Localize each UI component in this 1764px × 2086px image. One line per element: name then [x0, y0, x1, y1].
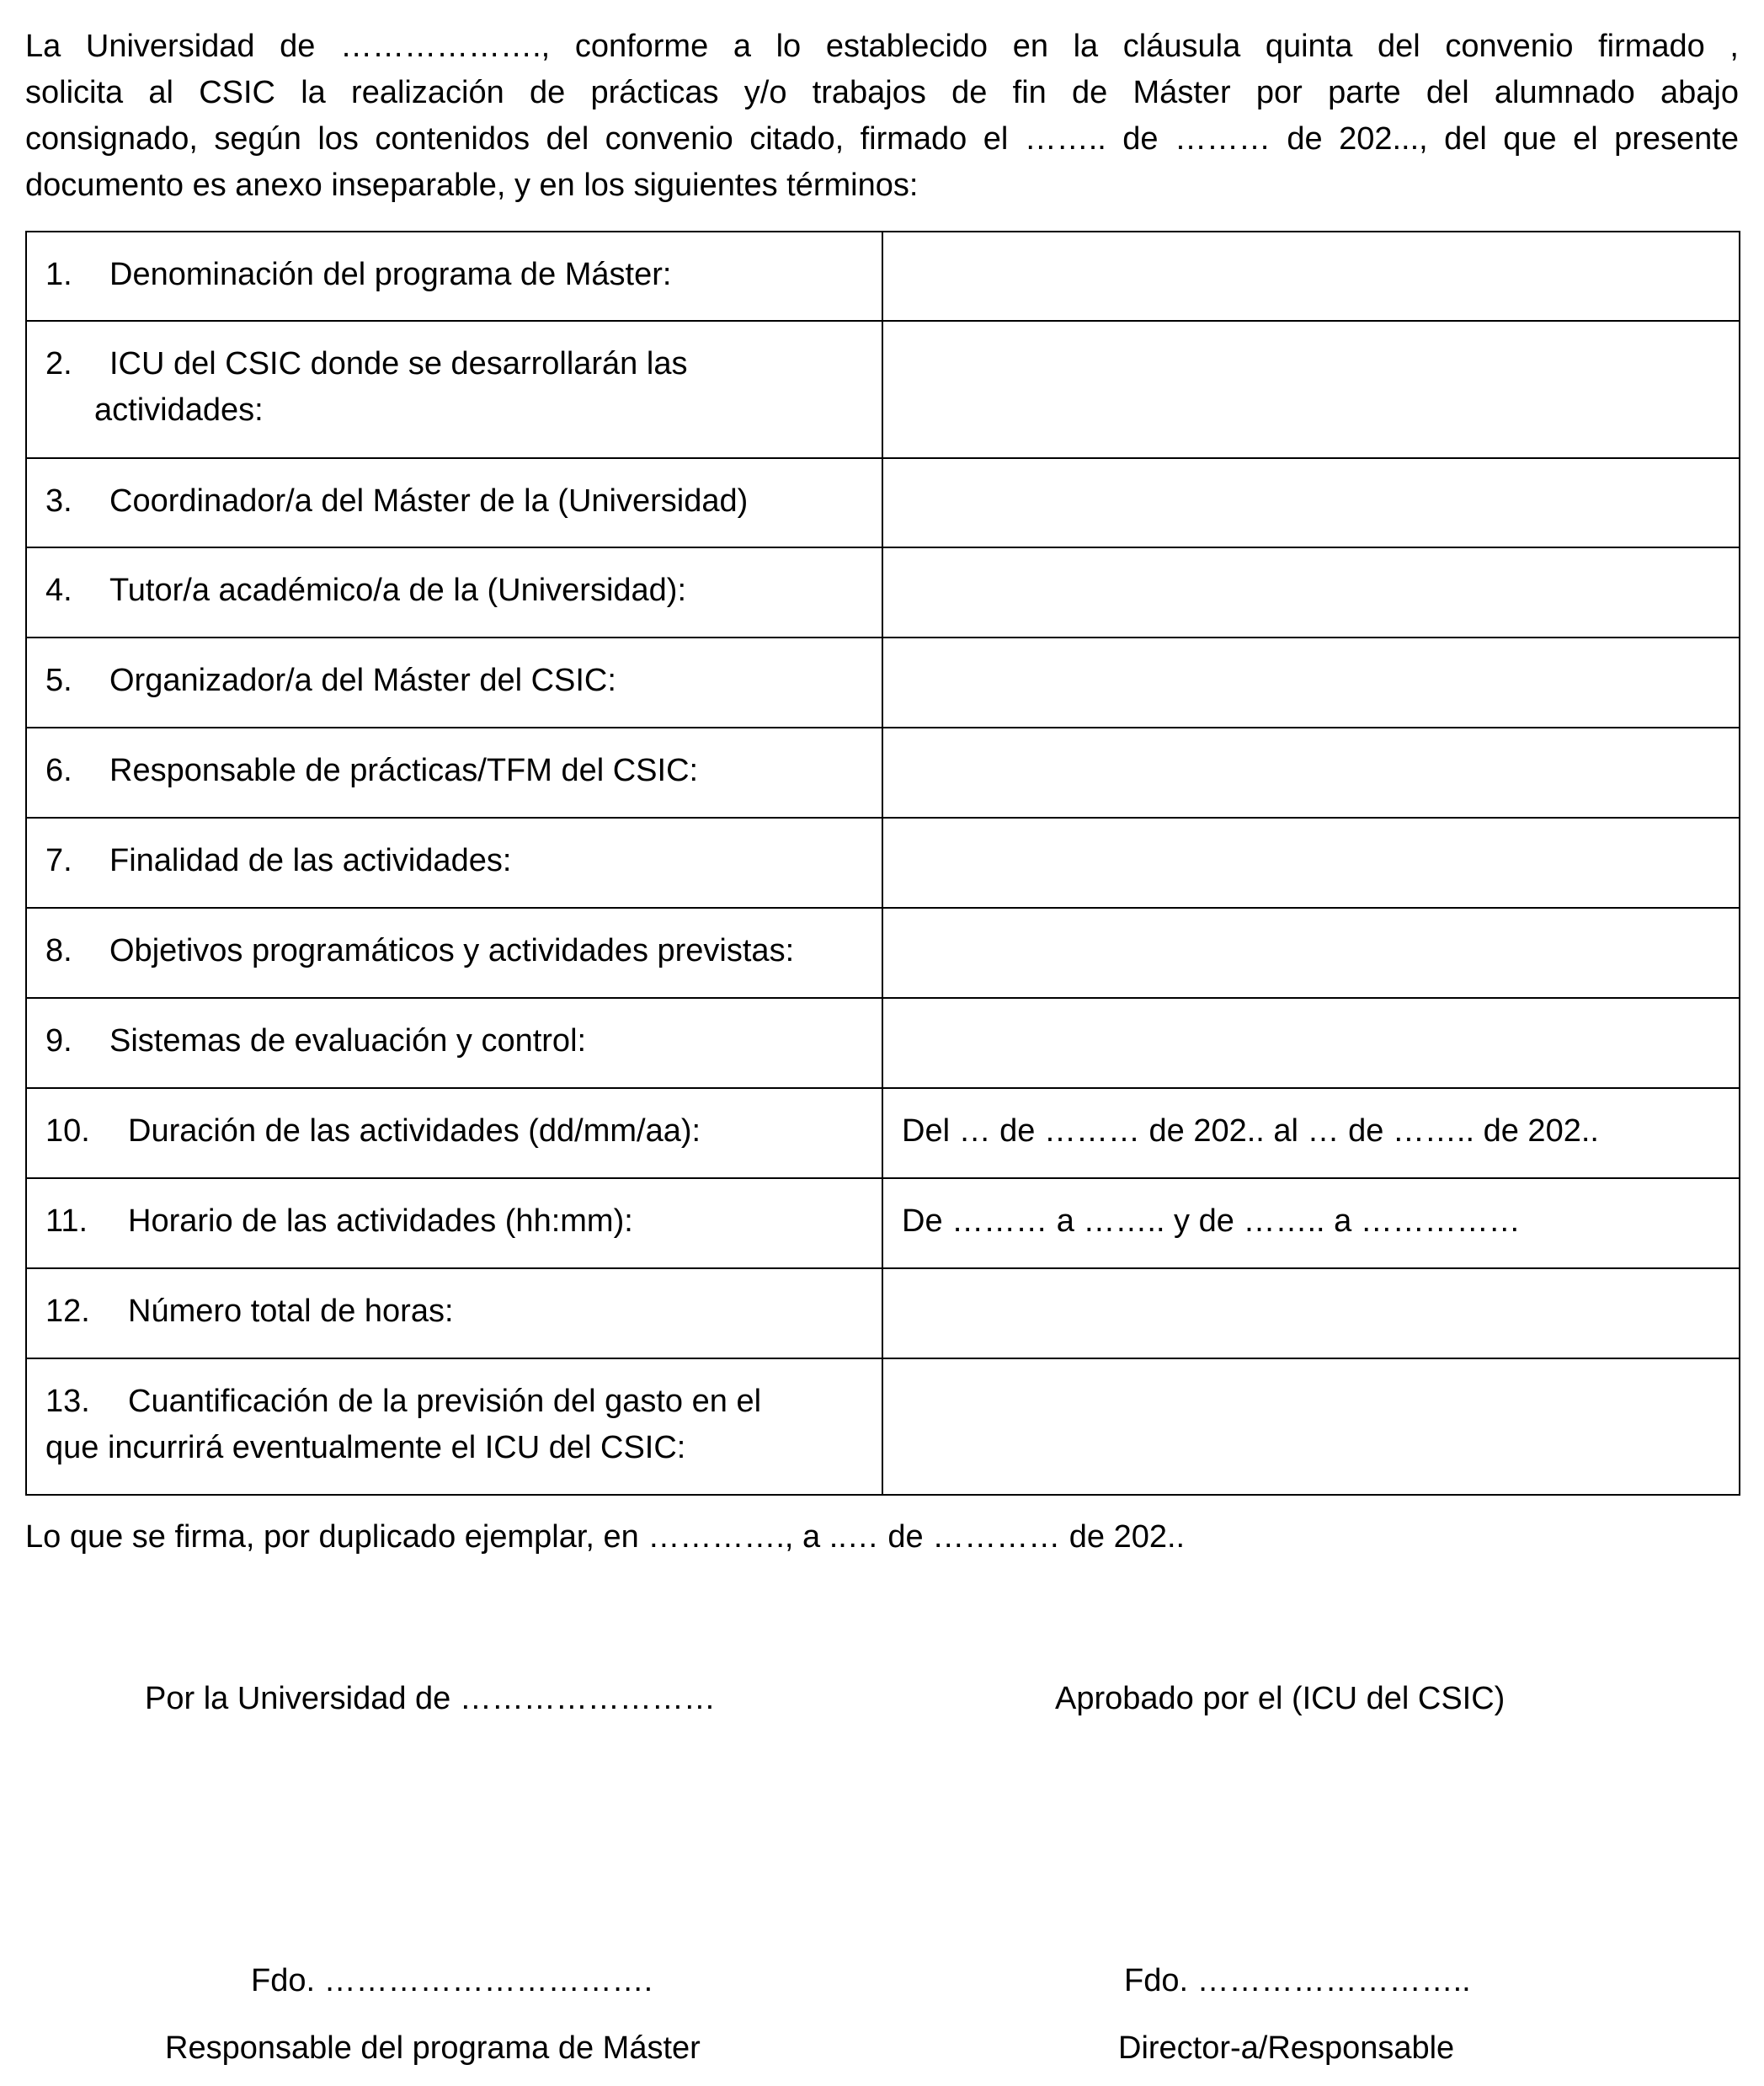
table-row — [26, 1178, 1740, 1268]
table-row — [26, 1088, 1740, 1178]
row-number: 10. — [45, 1113, 90, 1149]
row-label — [26, 547, 882, 638]
row-label-text: Duración de las actividades (dd/mm/aa): — [128, 1113, 701, 1149]
table-row — [26, 232, 1740, 321]
right-signature-line: Fdo. …………………….. — [1124, 1963, 1471, 1998]
right-signature-heading: Aprobado por el (ICU del CSIC) — [1055, 1681, 1506, 1716]
table-row — [26, 818, 1740, 908]
left-signatory-role: Responsable del programa de Máster — [165, 2030, 701, 2066]
row-value — [882, 728, 1740, 818]
document-page — [25, 24, 1739, 1560]
row-value — [882, 321, 1740, 458]
row-label-text: Responsable de prácticas/TFM del CSIC: — [109, 753, 699, 788]
closing-statement: Lo que se firma, por duplicado ejemplar, en …………., a ..… de ………… de 202.. — [25, 1519, 1186, 1555]
row-value — [882, 998, 1740, 1088]
duration-value: Del … de ……… de 202.. al … de …….. de 202.. — [882, 1088, 1740, 1178]
row-label — [26, 998, 882, 1088]
row-value — [882, 818, 1740, 908]
intro-line-3: consignado, según los contenidos del convenio citado, firmado el …….. de ……… de 202..., del que el presente — [25, 121, 1739, 157]
row-value — [882, 458, 1740, 547]
table-row — [26, 1268, 1740, 1358]
row-label-text: Objetivos programáticos y actividades previstas: — [109, 933, 795, 968]
intro-line-1: La Universidad de ………………., conforme a lo establecido en la cláusula quinta del convenio firmado , — [25, 29, 1739, 64]
row-label-text: Denominación del programa de Máster: — [109, 257, 672, 292]
row-label — [26, 728, 882, 818]
row-number: 8. — [45, 933, 72, 968]
row-number: 3. — [45, 483, 72, 519]
row-number: 1. — [45, 257, 72, 292]
table-row — [26, 728, 1740, 818]
row-label-continuation: actividades: — [94, 392, 264, 428]
table-row — [26, 321, 1740, 458]
table-row — [26, 458, 1740, 547]
row-number: 12. — [45, 1294, 90, 1329]
left-signature-line: Fdo. …………………………. — [251, 1963, 653, 1998]
row-label — [26, 1178, 882, 1268]
row-label — [26, 321, 882, 458]
row-number: 7. — [45, 843, 72, 878]
row-label — [26, 638, 882, 728]
row-label-text: Horario de las actividades (hh:mm): — [128, 1203, 633, 1239]
row-value — [882, 547, 1740, 638]
row-number: 4. — [45, 573, 72, 608]
row-label — [26, 818, 882, 908]
row-label — [26, 458, 882, 547]
row-label — [26, 1088, 882, 1178]
row-label — [26, 232, 882, 321]
row-value — [882, 638, 1740, 728]
table-row — [26, 908, 1740, 998]
row-label-text: Cuantificación de la previsión del gasto en el — [128, 1384, 762, 1419]
intro-line-4: documento es anexo inseparable, y en los siguientes términos: — [25, 168, 919, 203]
table-row — [26, 998, 1740, 1088]
table-row — [26, 638, 1740, 728]
left-signature-heading: Por la Universidad de …………………… — [145, 1681, 716, 1716]
row-label — [26, 1268, 882, 1358]
row-value — [882, 908, 1740, 998]
intro-paragraph — [25, 24, 1739, 209]
row-label-text: Organizador/a del Máster del CSIC: — [109, 663, 616, 698]
row-number: 2. — [45, 346, 72, 381]
row-label-text: Coordinador/a del Máster de la (Universidad) — [109, 483, 749, 519]
terms-table — [25, 231, 1740, 1496]
row-value — [882, 232, 1740, 321]
table-row — [26, 1358, 1740, 1495]
row-number: 6. — [45, 753, 72, 788]
row-number: 5. — [45, 663, 72, 698]
row-label-text: Número total de horas: — [128, 1294, 454, 1329]
row-number: 13. — [45, 1384, 90, 1419]
intro-line-2: solicita al CSIC la realización de prácticas y/o trabajos de fin de Máster por parte del alumnado abajo — [25, 75, 1739, 110]
table-row — [26, 547, 1740, 638]
row-label — [26, 908, 882, 998]
schedule-value: De ……… a …….. y de …….. a …………… — [882, 1178, 1740, 1268]
row-value — [882, 1358, 1740, 1495]
row-label-text: ICU del CSIC donde se desarrollarán las — [109, 346, 688, 381]
row-label-text: Sistemas de evaluación y control: — [109, 1023, 587, 1059]
row-label-continuation: que incurrirá eventualmente el ICU del CSIC: — [45, 1430, 686, 1465]
row-number: 11. — [45, 1203, 88, 1239]
right-signatory-role: Director-a/Responsable — [1118, 2030, 1455, 2066]
row-label-text: Tutor/a académico/a de la (Universidad): — [109, 573, 687, 608]
row-number: 9. — [45, 1023, 72, 1059]
row-label — [26, 1358, 882, 1495]
row-value — [882, 1268, 1740, 1358]
row-label-text: Finalidad de las actividades: — [109, 843, 512, 878]
